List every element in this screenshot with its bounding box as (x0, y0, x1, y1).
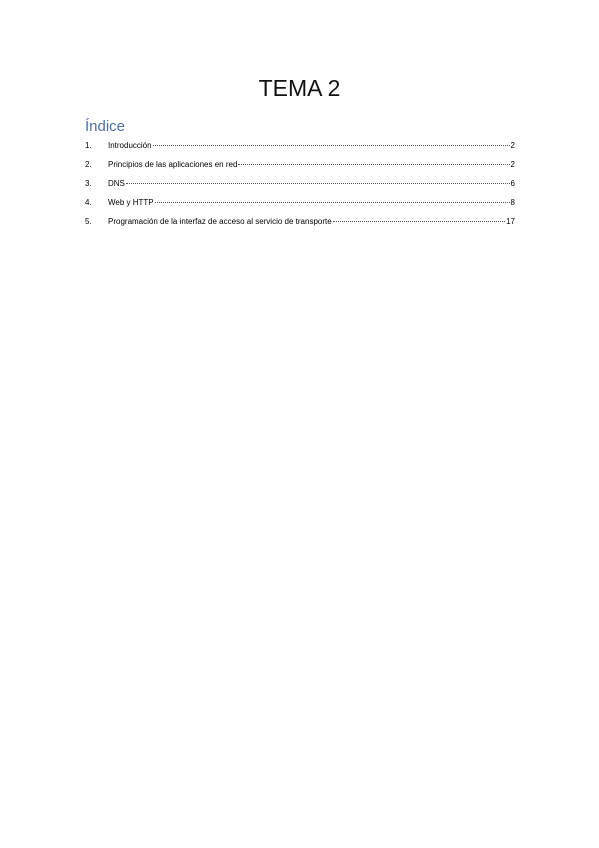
toc-entry-web-http[interactable] (85, 197, 515, 216)
toc-entry-number: 4. (85, 198, 92, 207)
toc-entry-label: Introducción (108, 141, 152, 150)
dot-leader (153, 145, 510, 146)
toc-entry-page: 17 (506, 217, 515, 226)
toc-entry-number: 5. (85, 217, 92, 226)
toc-entry-label: Programación de la interfaz de acceso al servicio de transporte (108, 217, 332, 226)
toc-entry-dns[interactable] (85, 178, 515, 197)
dot-leader (238, 164, 509, 165)
dot-leader (155, 202, 510, 203)
toc-heading: Índice (85, 118, 126, 135)
toc-entry-label: DNS (108, 179, 125, 188)
toc-entry-page: 6 (510, 179, 515, 188)
toc-entry-label: Principios de las aplicaciones en red (108, 160, 238, 169)
toc-entry-number: 2. (85, 160, 92, 169)
page-title: TEMA 2 (258, 75, 341, 101)
toc-entry-page: 2 (510, 160, 515, 169)
dot-leader (126, 183, 510, 184)
toc-entry-number: 3. (85, 179, 92, 188)
toc-entry-page: 8 (510, 198, 515, 207)
toc-entry-page: 2 (510, 141, 515, 150)
dot-leader (333, 221, 505, 222)
toc-entry-number: 1. (85, 141, 92, 150)
toc-entry-principios[interactable] (85, 159, 515, 178)
toc-entry-programacion[interactable] (85, 216, 515, 235)
table-of-contents (85, 140, 515, 235)
toc-entry-introduccion[interactable] (85, 140, 515, 159)
toc-entry-label: Web y HTTP (108, 198, 154, 207)
